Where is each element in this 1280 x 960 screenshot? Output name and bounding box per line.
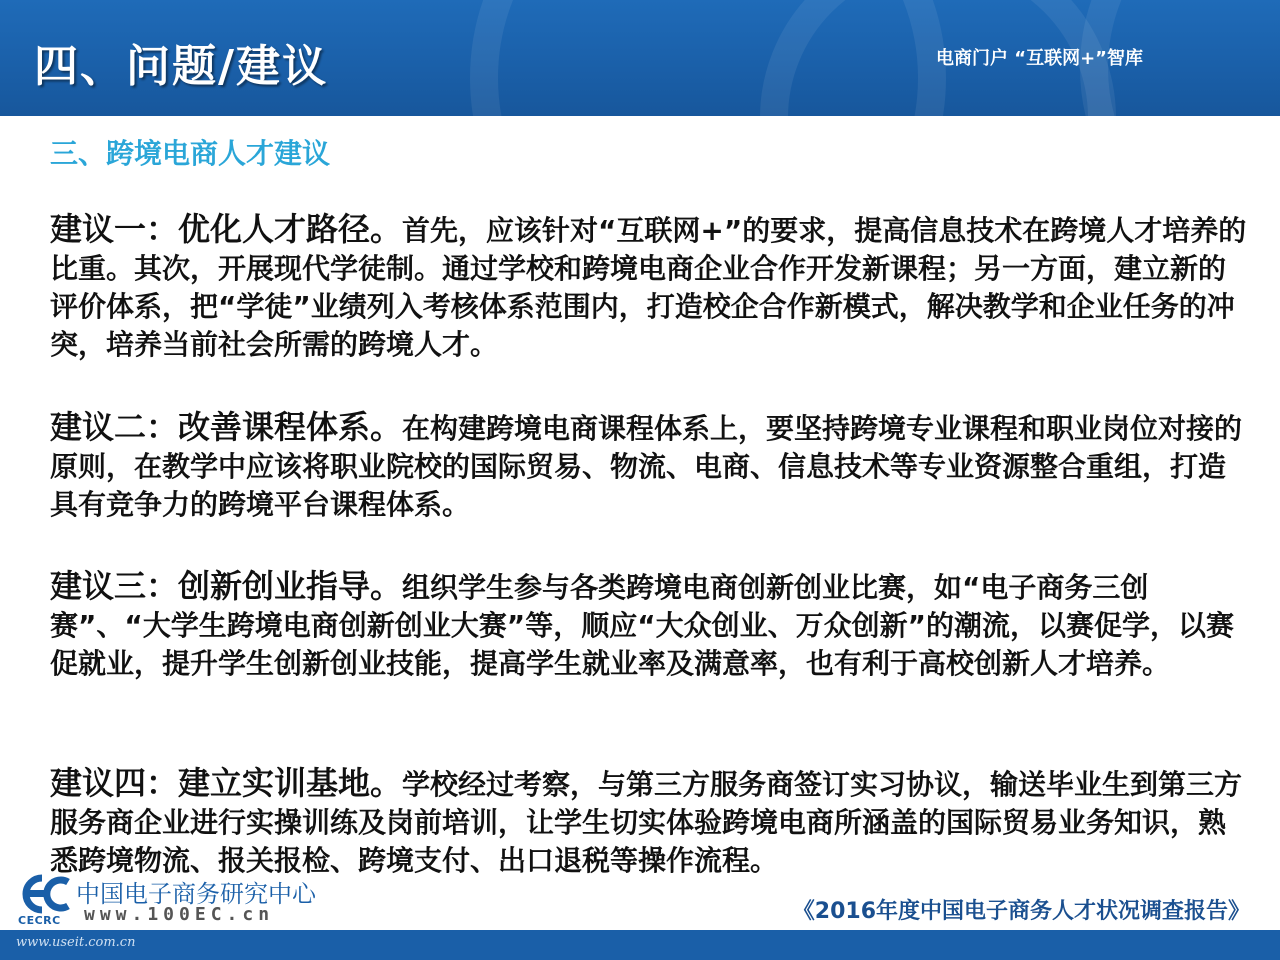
suggestion-paragraph [50,408,1250,524]
suggestion-body: 组织学生参与各类跨境电商创新创业比赛，如“电子商务三创赛”、“大学生跨境电商创新创业大赛”等，顺应“大众创业、万众创新”的潮流，以赛促学，以赛促就业，提升学生创新创业技能，提高学生就业率及满意率，也有利于高校创新人才培养。 [50,571,1235,680]
suggestion-lead: 建议二：改善课程体系。 [50,408,403,446]
slide-title: 四、问题/建议 [34,41,329,92]
cecrc-logo [18,874,318,926]
cecrc-logo-icon [18,874,74,914]
suggestion-lead: 建议四：建立实训基地。 [50,764,403,802]
watermark-url: www.useit.com.cn [16,935,136,950]
header-tagline: 电商门户 “互联网+”智库 [936,48,1144,69]
suggestion-lead: 建议三：创新创业指导。 [50,567,403,605]
header-bar [0,0,1280,116]
report-title: 《2016年度中国电子商务人才状况调查报告》 [792,899,1250,924]
suggestion-paragraph [50,764,1250,880]
suggestion-paragraph [50,210,1250,364]
logo-url: www.100EC.cn [84,904,275,925]
suggestion-paragraph [50,567,1250,683]
footer-bar [0,930,1280,960]
suggestion-body: 学校经过考察，与第三方服务商签订实习协议，输送毕业生到第三方服务商企业进行实操训练及岗前培训，让学生切实体验跨境电商所涵盖的国际贸易业务知识，熟悉跨境物流、报关报检、跨境支付、出口退税等操作流程。 [50,768,1243,877]
section-heading: 三、跨境电商人才建议 [50,137,331,170]
suggestion-body: 首先，应该针对“互联网+”的要求，提高信息技术在跨境人才培养的比重。其次，开展现代学徒制。通过学校和跨境电商企业合作开发新课程；另一方面，建立新的评价体系，把“学徒”业绩列入考核体系范围内，打造校企合作新模式，解决教学和企业任务的冲突，培养当前社会所需的跨境人才。 [50,214,1247,361]
suggestion-body: 在构建跨境电商课程体系上，要坚持跨境专业课程和职业岗位对接的原则，在教学中应该将职业院校的国际贸易、物流、电商、信息技术等专业资源整合重组，打造具有竞争力的跨境平台课程体系。 [50,412,1243,521]
logo-abbreviation: CECRC [18,914,61,927]
logo-organization-name: 中国电子商务研究中心 [76,880,316,908]
suggestion-lead: 建议一：优化人才路径。 [50,210,403,248]
